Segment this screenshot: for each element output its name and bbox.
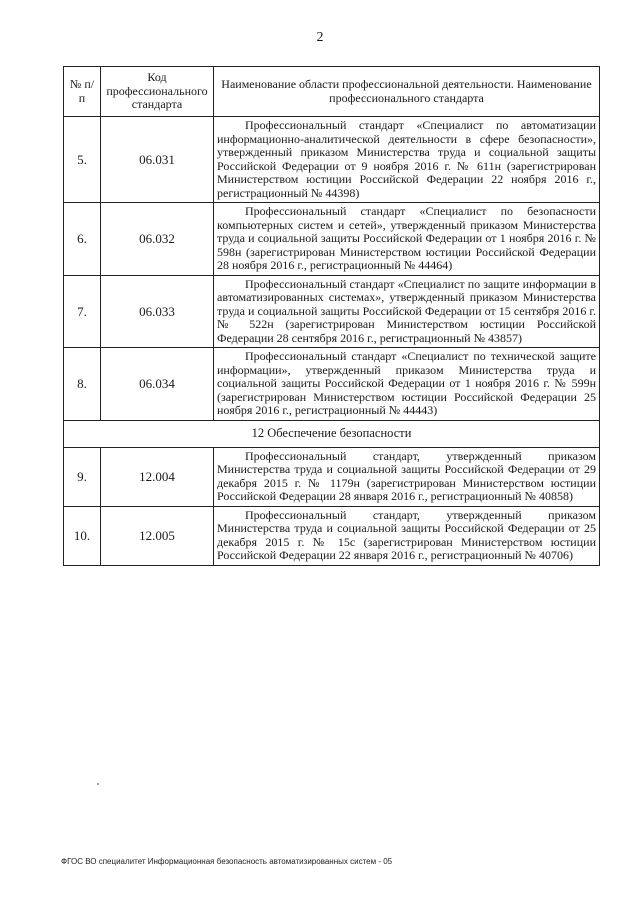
header-code: Код профессионального стандарта xyxy=(101,67,214,117)
row-description xyxy=(214,506,600,565)
row-code: 12.004 xyxy=(101,447,214,506)
table-row xyxy=(64,506,600,565)
table-row xyxy=(64,348,600,421)
row-number: 5. xyxy=(64,117,101,203)
row-description xyxy=(214,117,600,203)
table-row xyxy=(64,203,600,276)
table-header-row xyxy=(64,67,600,117)
row-description xyxy=(214,348,600,421)
row-code: 06.031 xyxy=(101,117,214,203)
row-code: 06.033 xyxy=(101,275,214,348)
row-number: 8. xyxy=(64,348,101,421)
header-name: Наименование области профессиональной деятельности. Наименование профессионального стандарта xyxy=(214,67,600,117)
row-code: 06.034 xyxy=(101,348,214,421)
row-code: 12.005 xyxy=(101,506,214,565)
professional-standards-table xyxy=(63,66,600,566)
row-description xyxy=(214,203,600,276)
row-number: 9. xyxy=(64,447,101,506)
header-number: № п/п xyxy=(64,67,101,117)
row-description xyxy=(214,275,600,348)
row-description-text: Профессиональный стандарт, утвержденный приказом Министерства труда и социальной защиты Российской Федерации от 25 декабря 2015 г. № 15с (зарегистрирован Министерством юстиции Российской Федерации 22 января 2016 г., регистрационный № 40706) xyxy=(217,507,596,562)
table-row xyxy=(64,117,600,203)
row-description xyxy=(214,447,600,506)
page-footer: ФГОС ВО специалитет Информационная безопасность автоматизированных систем - 05 xyxy=(61,857,393,866)
section-heading-row xyxy=(64,420,600,447)
row-code: 06.032 xyxy=(101,203,214,276)
row-description-text: Профессиональный стандарт, утвержденный приказом Министерства труда и социальной защиты Российской Федерации от 29 декабря 2015 г. № 1179н (зарегистрирован Министерством юстиции Российской Федерации 28 января 2016 г., регистрационный № 40858) xyxy=(217,448,596,503)
section-heading: 12 Обеспечение безопасности xyxy=(64,420,600,447)
row-description-text: Профессиональный стандарт «Специалист по автоматизации информационно-аналитической деятельности в сфере безопасности», утвержденный приказом Министерства труда и социальной защиты Российской Федерации от 9 ноября 2016 г. № 611н (зарегистрирован Министерством юстиции Российской Федерации 22 ноября 2016 г., регистрационный № 44398) xyxy=(217,118,596,200)
row-description-text: Профессиональный стандарт «Специалист по защите информации в автоматизированных системах», утвержденный приказом Министерства труда и социальной защиты Российской Федерации от 15 сентября 2016 г. № 522н (зарегистрирован Министерством юстиции Российской Федерации 28 сентября 2016 г., регистрационный № 43857) xyxy=(217,276,596,345)
row-description-text: Профессиональный стандарт «Специалист по безопасности компьютерных систем и сетей», утвержденный приказом Министерства труда и социальной защиты Российской Федерации от 1 ноября 2016 г. № 598н (зарегистрирован Министерством юстиции Российской Федерации 28 ноября 2016 г., регистрационный № 44464) xyxy=(217,204,596,272)
table-row xyxy=(64,275,600,348)
page-number: 2 xyxy=(316,30,324,45)
row-number: 6. xyxy=(64,203,101,276)
row-number: 10. xyxy=(64,506,101,565)
scan-speck xyxy=(97,783,99,785)
row-description-text: Профессиональный стандарт «Специалист по технической защите информации», утвержденный приказом Министерства труда и социальной защиты Российской Федерации от 1 ноября 2016 г. № 599н (зарегистрирован Министерством юстиции Российской Федерации 25 ноября 2016 г., регистрационный № 44443) xyxy=(217,349,596,417)
row-number: 7. xyxy=(64,275,101,348)
table-row xyxy=(64,447,600,506)
